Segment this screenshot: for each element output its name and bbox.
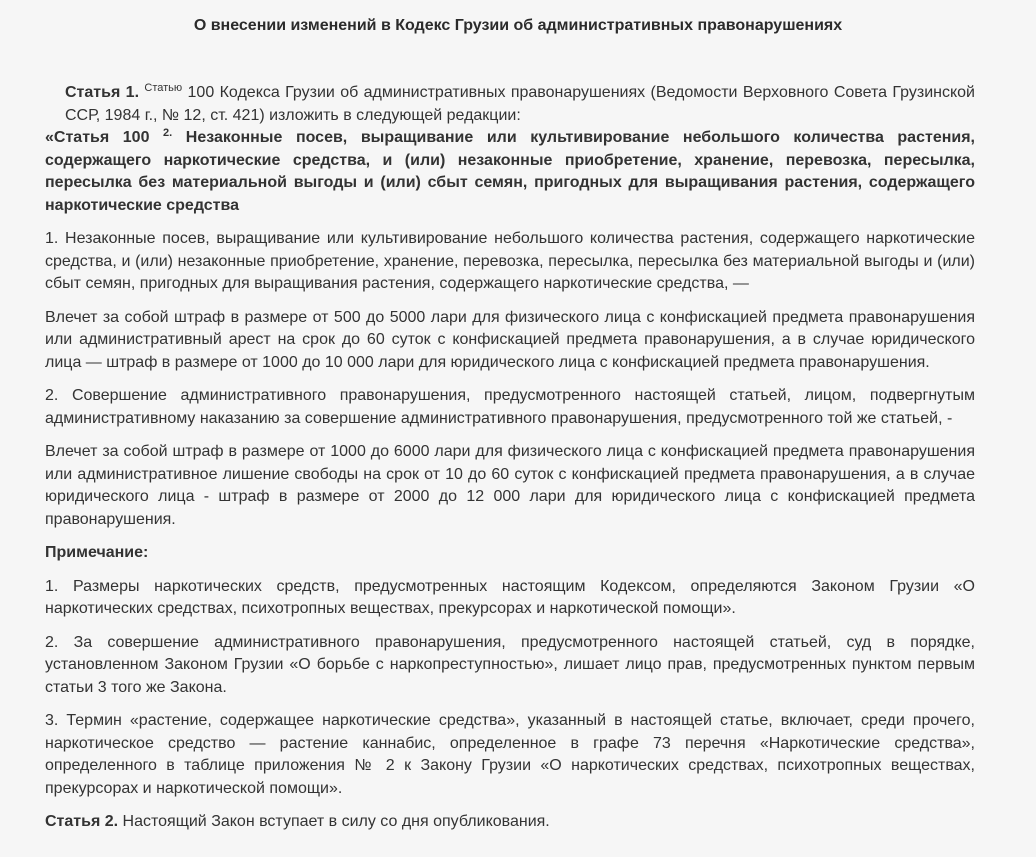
penalty-2: Влечет за собой штраф в размере от 1000 до 6000 лари для физического лица с конфискацией предмета правонарушения или административное лишение свободы на срок от 10 до 60 суток с конфискацией предмета правонарушения, а в случае юридического лица - штраф в размере от 2000 до 12 000 лари для юридического лица с конфискацией предмета правонарушения.	[45, 443, 975, 528]
penalty-1: Влечет за собой штраф в размере от 500 до 5000 лари для физического лица с конфискацией предмета правонарушения или административный арест на срок до 60 суток с конфискацией предмета правонарушения, а в случае юридического лица — штраф в размере от 1000 до 10 000 лари для юридического лица с конфискацией предмета правонарушения.	[45, 308, 975, 371]
article-1-intro	[45, 82, 975, 127]
document-body	[45, 82, 975, 834]
article-1-sup: Статью	[144, 82, 183, 94]
article-100-heading	[45, 127, 975, 217]
article-2-label: Статья 2.	[45, 813, 119, 830]
note-item-3: 3. Термин «растение, содержащее наркотические средства», указанный в настоящей статье, включает, среди прочего, наркотическое средство — растение каннабис, определенное в графе 73 перечня «Наркотические средства», определенного в таблице приложения № 2 к Закону Грузии «О наркотических средствах, психотропных веществах, прекурсорах и наркотической помощи».	[45, 712, 975, 797]
paragraph-2: 2. Совершение административного правонарушения, предусмотренного настоящей статьей, лицом, подвергнутым административному наказанию за совершение административного правонарушения, предусмотренного той же статьей, -	[45, 387, 975, 427]
document-title: О внесении изменений в Кодекс Грузии об административных правонарушениях	[193, 17, 843, 34]
note-item-2: 2. За совершение административного правонарушения, предусмотренного настоящей статьей, суд в порядке, установленном Законом Грузии «О борьбе с наркопреступностью», лишает лицо прав, предусмотренных пунктом первым статьи 3 того же Закона.	[45, 633, 975, 696]
article-1-label: Статья 1.	[65, 84, 140, 101]
article-2-text: Настоящий Закон вступает в силу со дня опубликования.	[118, 813, 550, 830]
paragraph-1: 1. Незаконные посев, выращивание или культивирование небольшого количества растения, содержащего наркотические средства, и (или) незаконные приобретение, хранение, перевозка, пересылка, пересылка без материальной выгоды и (или) сбыт семян, пригодных для выращивания растения, содержащего наркотические средства, —	[45, 230, 975, 292]
note-heading: Примечание:	[45, 544, 149, 561]
article-1-text: 100 Кодекса Грузии об административных правонарушениях (Ведомости Верховного Совета Грузинской ССР, 1984 г., № 12, ст. 421) изложить в следующей редакции:	[65, 84, 975, 124]
article-100-prefix: «Статья 100	[45, 129, 164, 146]
article-2	[45, 811, 975, 834]
article-100-title: Незаконные посев, выращивание или культивирование небольшого количества растения, содержащего наркотические средства, и (или) незаконные приобретение, хранение, перевозка, пересылка, пересылка без материальной выгоды и (или) сбыт семян, пригодных для выращивания растения, содержащего наркотические средства	[45, 129, 975, 214]
note-item-1: 1. Размеры наркотических средств, предусмотренных настоящим Кодексом, определяются Законом Грузии «О наркотических средствах, психотропных веществах, прекурсорах и наркотической помощи».	[45, 577, 975, 617]
article-100-sup: 2.	[163, 127, 173, 139]
